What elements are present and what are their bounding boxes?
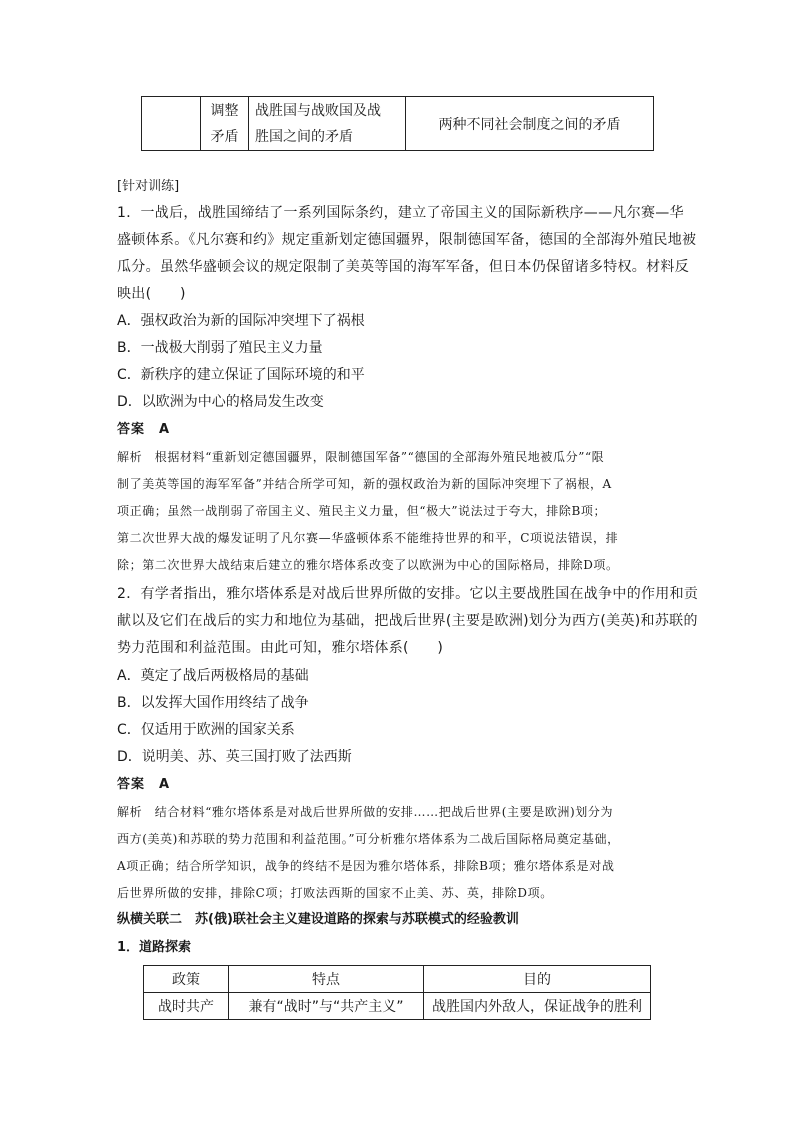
table-cell: [142, 97, 201, 151]
cell-text: 胜国之间的矛盾: [255, 128, 353, 145]
explanation-line: 后世界所做的安排，排除C项；打败法西斯的国家不止美、苏、英，排除D项。: [117, 886, 553, 900]
option-d: D．说明美、苏、英三国打败了法西斯: [117, 749, 352, 765]
table-row: [142, 97, 654, 151]
option-c: C．仅适用于欧洲的国家关系: [117, 722, 295, 738]
table-cell: [249, 97, 406, 151]
drill-heading: [针对训练]: [117, 179, 180, 194]
explanation-line: 西方(美英)和苏联的势力范围和利益范围。”可分析雅尔塔体系为二战后国际格局奠定基础，: [117, 832, 620, 846]
table-cell: 两种不同社会制度之间的矛盾: [406, 97, 654, 151]
explanation-line: 制了美英等国的海军军备”并结合所学可知，新的强权政治为新的国际冲突埋下了祸根，A: [117, 477, 612, 491]
option-d: D．以欧洲为中心的格局发生改变: [117, 394, 324, 410]
explanation-line: 解析 结合材料“雅尔塔体系是对战后世界所做的安排……把战后世界(主要是欧洲)划分为: [117, 805, 614, 819]
question-line: 势力范围和利益范围。由此可知，雅尔塔体系( ): [117, 640, 444, 656]
option-a: A．奠定了战后两极格局的基础: [117, 668, 309, 684]
answer: 答案 A: [117, 777, 171, 792]
explanation-line: 项正确；虽然一战削弱了帝国主义、殖民主义力量，但“极大”说法过于夸大，排除B项；: [117, 504, 607, 518]
section-heading: 纵横关联二 苏(俄)联社会主义建设道路的探索与苏联模式的经验教训: [117, 912, 519, 927]
option-c: C．新秩序的建立保证了国际环境的和平: [117, 367, 365, 383]
question-line: 瓜分。虽然华盛顿会议的规定限制了美英等国的海军军备，但日本仍保留诸多特权。材料反: [117, 259, 689, 275]
subsection-heading: 1．道路探索: [117, 940, 192, 955]
comparison-table-fragment: [141, 96, 654, 151]
cell-text: 矛盾: [210, 128, 239, 145]
policy-table: [143, 965, 651, 1020]
table-cell: 战时共产: [144, 993, 229, 1020]
answer: 答案 A: [117, 422, 171, 437]
explanation-line: 除；第二次世界大战结束后建立的雅尔塔体系改变了以欧洲为中心的国际格局，排除D项。: [117, 558, 619, 572]
question-line: 献以及它们在战后的实力和地位为基础，把战后世界(主要是欧洲)划分为西方(美英)和苏联的: [117, 613, 698, 629]
question-line: 盛顿体系。《凡尔赛和约》规定重新划定德国疆界，限制德国军备，德国的全部海外殖民地被: [117, 232, 697, 248]
option-a: A．强权政治为新的国际冲突埋下了祸根: [117, 313, 365, 329]
table-header-row: [144, 966, 651, 993]
question-line: 2．有学者指出，雅尔塔体系是对战后世界所做的安排。它以主要战胜国在战争中的作用和贡: [117, 586, 699, 602]
option-b: B．一战极大削弱了殖民主义力量: [117, 340, 323, 356]
question-line: 映出( ): [117, 286, 186, 302]
option-b: B．以发挥大国作用终结了战争: [117, 695, 309, 711]
table-row: [144, 993, 651, 1020]
table-cell: [201, 97, 249, 151]
column-header: 政策: [144, 966, 229, 993]
table-cell: 战胜国内外敌人，保证战争的胜利: [424, 993, 651, 1020]
explanation-line: A项正确；结合所学知识，战争的终结不是因为雅尔塔体系，排除B项；雅尔塔体系是对战: [117, 859, 615, 873]
cell-text: 调整: [210, 102, 239, 119]
column-header: 目的: [424, 966, 651, 993]
explanation-line: 第二次世界大战的爆发证明了凡尔赛—华盛顿体系不能维持世界的和平，C项说法错误，排: [117, 531, 619, 545]
table-cell: 兼有“战时”与“共产主义”: [229, 993, 424, 1020]
cell-text: 战胜国与战败国及战: [255, 102, 381, 119]
column-header: 特点: [229, 966, 424, 993]
question-line: 1．一战后，战胜国缔结了一系列国际条约，建立了帝国主义的国际新秩序——凡尔赛—华: [117, 205, 684, 221]
explanation-line: 解析 根据材料“重新划定德国疆界，限制德国军备”“德国的全部海外殖民地被瓜分”“限: [117, 450, 605, 464]
